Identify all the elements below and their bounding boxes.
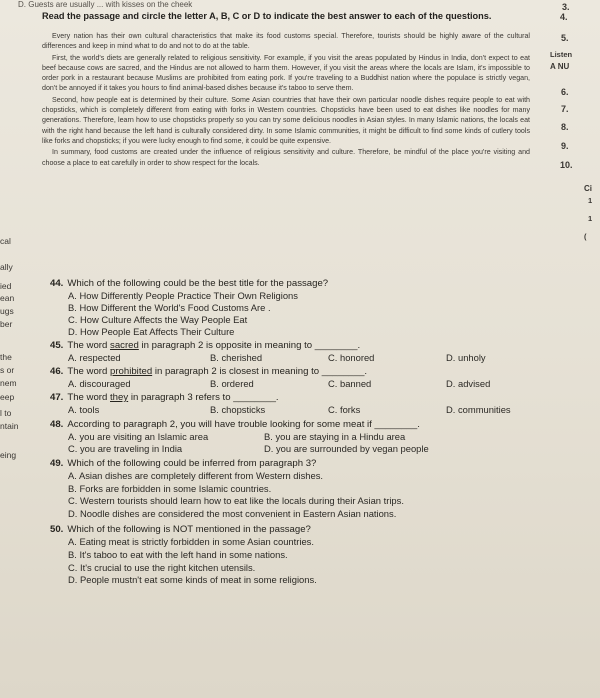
margin-word: cal [0, 236, 11, 246]
right-fragment: 3. [562, 2, 570, 12]
stem-text: in paragraph 3 refers to ________. [128, 392, 279, 403]
passage-paragraph-2: First, the world's diets are generally related to religious sensitivity. For example, if you visit the areas populated by Hindus in India, don't expect to eat beef because cows are sacred, and the Hindus are not allowed to harm them. However, if you visit the areas where the locals are Islam, it's impossible to order pork in a restaurant because Muslims are prohibited from eating pork. If you're traveling to a Buddhist nation where the populace is strictly vegan, don't be annoyed if it takes you hours to find animal-based dishes because it's taboo to serve them. [42, 53, 530, 93]
margin-word: ean [0, 293, 15, 303]
right-column-fragments [540, 0, 600, 698]
answer-option-b[interactable]: B. How Different the World's Food Customs Are . [68, 302, 271, 313]
left-margin-fragments [0, 0, 30, 698]
question-number: 49. [50, 458, 64, 469]
underlined-word: they [110, 392, 129, 403]
right-fragment: 7. [561, 104, 569, 114]
margin-word: ied [0, 281, 12, 291]
answer-option-c[interactable]: C. forks [328, 404, 361, 415]
margin-word: ntain [0, 421, 19, 431]
answer-option-b[interactable]: B. It's taboo to eat with the left hand in some nations. [68, 548, 288, 560]
question-stem [50, 340, 530, 352]
underlined-word: prohibited [110, 366, 153, 377]
margin-word: eep [0, 392, 15, 402]
answer-option-a[interactable]: A. Asian dishes are completely different from Western dishes. [68, 470, 323, 481]
question-stem [50, 458, 530, 470]
answer-option-a[interactable]: A. respected [68, 352, 121, 363]
answer-option-c[interactable]: C. It's crucial to use the right kitchen utensils. [68, 561, 256, 573]
stem-text: Which of the following could be inferred from paragraph 3? [67, 458, 317, 469]
answer-option-c[interactable]: C. you are traveling in India [68, 443, 183, 454]
question-stem [50, 392, 530, 404]
answer-options [50, 378, 530, 390]
stem-text: According to paragraph 2, you will have trouble looking for some meat if ________. [67, 419, 420, 430]
stem-text: in paragraph 2 is closest in meaning to ________. [152, 366, 368, 377]
underlined-word: sacred [110, 340, 139, 351]
answer-options [50, 536, 530, 586]
question-46 [50, 366, 530, 390]
answer-option-d[interactable]: D. How People Eat Affects Their Culture [68, 326, 235, 337]
answer-option-a[interactable]: A. How Differently People Practice Their Own Religions [68, 290, 298, 301]
question-number: 45. [50, 340, 64, 351]
question-number: 48. [50, 419, 64, 430]
right-fragment: 1 [588, 214, 593, 223]
answer-option-d[interactable]: D. communities [446, 404, 511, 415]
section-instruction: Read the passage and circle the letter A, B, C or D to indicate the best answer to each of the questions. [42, 11, 492, 21]
answer-options [50, 290, 530, 338]
right-fragment: 4. [560, 12, 568, 22]
question-number: 44. [50, 278, 64, 289]
question-number: 47. [50, 392, 64, 403]
answer-option-a[interactable]: A. tools [68, 404, 100, 415]
right-fragment: 9. [561, 141, 569, 151]
answer-option-b[interactable]: B. Forks are forbidden in some Islamic countries. [68, 482, 272, 494]
question-stem [50, 419, 530, 431]
cut-off-previous-line: D. Guests are usually ... with kisses on the cheek [18, 0, 193, 9]
stem-text: in paragraph 2 is opposite in meaning to ________. [138, 340, 361, 351]
passage-paragraph-4: In summary, food customs are created under the influence of religious sensitivity and culture. Therefore, be mindful of the place you're visiting and choose a place to eat carefully in order to show respect for the locals. [42, 148, 530, 167]
stem-text: Which of the following is NOT mentioned in the passage? [67, 524, 311, 536]
margin-word: the [0, 352, 12, 362]
answer-options [50, 404, 530, 416]
answer-option-a[interactable]: A. you are visiting an Islamic area [68, 431, 209, 442]
right-fragment: 8. [561, 122, 569, 132]
question-47 [50, 392, 530, 416]
answer-options [50, 470, 530, 520]
question-stem [50, 278, 530, 290]
question-48 [50, 419, 530, 455]
question-49 [50, 458, 530, 520]
right-fragment: Ci [584, 184, 592, 193]
answer-option-d[interactable]: D. People mustn't eat some kinds of meat in some religions. [68, 574, 317, 586]
passage-paragraph-1: Every nation has their own cultural characteristics that make its food customs special. Therefore, tourists should be highly aware of the cultural differences and keep in mind what to do and not to do at the table. [42, 32, 530, 51]
right-fragment: A NU [550, 62, 570, 71]
question-stem [50, 524, 530, 536]
stem-text: The word [67, 392, 111, 403]
answer-options [50, 352, 530, 364]
right-fragment: 6. [561, 87, 569, 97]
margin-word: ugs [0, 306, 14, 316]
question-50 [50, 524, 530, 586]
reading-passage [42, 31, 530, 169]
margin-word: eing [0, 450, 17, 460]
question-stem [50, 366, 530, 378]
answer-option-b[interactable]: B. chopsticks [210, 404, 266, 415]
question-45 [50, 340, 530, 364]
answer-options [50, 431, 530, 455]
answer-option-c[interactable]: C. honored [328, 352, 375, 363]
answer-option-c[interactable]: C. banned [328, 378, 372, 389]
answer-option-b[interactable]: B. cherished [210, 352, 263, 363]
margin-word: l to [0, 408, 12, 418]
question-number: 50. [50, 524, 64, 536]
answer-option-c[interactable]: C. How Culture Affects the Way People Eat [68, 314, 248, 325]
margin-word: ally [0, 262, 13, 272]
right-fragment: Listen [550, 50, 573, 59]
question-number: 46. [50, 366, 64, 377]
right-fragment: 10. [560, 160, 573, 170]
answer-option-d[interactable]: D. unholy [446, 352, 486, 363]
answer-option-b[interactable]: B. you are staying in a Hindu area [264, 431, 406, 442]
answer-option-b[interactable]: B. ordered [210, 378, 254, 389]
question-list [50, 278, 530, 587]
question-44 [50, 278, 530, 338]
answer-option-a[interactable]: A. discouraged [68, 378, 131, 389]
answer-option-c[interactable]: C. Western tourists should learn how to eat like the locals during their Asian trips. [68, 495, 404, 507]
answer-option-d[interactable]: D. you are surrounded by vegan people [264, 443, 429, 454]
answer-option-d[interactable]: D. advised [446, 378, 491, 389]
margin-word: nem [0, 378, 17, 388]
passage-paragraph-3: Second, how people eat is determined by their culture. Some Asian countries that have their own particular noodle dishes require people to eat with chopsticks, which is completely different from eating with forks in Western countries. Chopsticks have been used to eat dishes like noodles for many generations. Therefore, learn how to use chopsticks properly so you can try some delicious noodles in Asian styles. In many Islamic nations, the locals eat with the right hand because the left hand is culturally considered dirty. In some Islamic communities, it might be difficult to find some kinds of cutlery tools like forks and chopsticks; if you were lucky enough to find some, it could be quite expensive. [42, 95, 530, 145]
right-fragment: ( [584, 232, 587, 241]
margin-word: s or [0, 365, 15, 375]
stem-text: The word [67, 340, 111, 351]
right-fragment: 5. [561, 33, 569, 43]
stem-text: Which of the following could be the best title for the passage? [67, 278, 329, 289]
margin-word: ber [0, 319, 13, 329]
answer-option-a[interactable]: A. Eating meat is strictly forbidden in some Asian countries. [68, 536, 314, 548]
stem-text: The word [67, 366, 111, 377]
answer-option-d[interactable]: D. Noodle dishes are considered the most convenient in Eastern Asian nations. [68, 507, 397, 519]
right-fragment: 1 [588, 196, 593, 205]
